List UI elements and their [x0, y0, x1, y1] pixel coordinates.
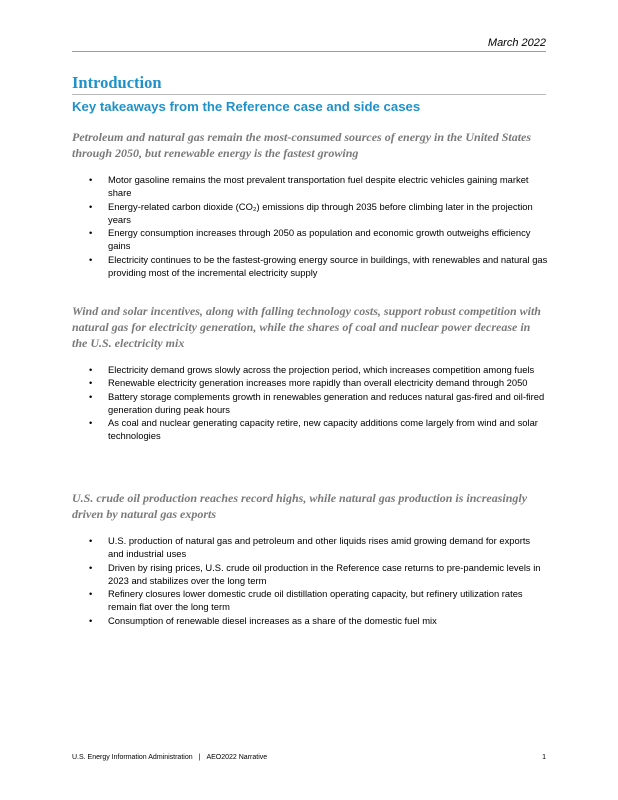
bullet-text: Electricity demand grows slowly across the projection period, which increases competition among fuels — [108, 364, 535, 375]
bullet-text: Renewable electricity generation increases more rapidly than overall electricity demand through 2050 — [108, 377, 528, 389]
footer-document: AEO2022 Narrative — [206, 754, 268, 761]
bullet-icon: • — [89, 561, 93, 573]
list-item — [72, 614, 548, 627]
bullet-text: Refinery closures lower domestic crude oil distillation operating capacity, but refinery utilization rates remain flat over the long term — [108, 588, 523, 613]
key-takeaways-heading: Key takeaways from the Reference case and side cases — [72, 99, 421, 114]
bullet-text: U.S. production of natural gas and petroleum and other liquids rises amid growing demand for exports and industrial uses — [108, 535, 531, 560]
header-date: March 2022 — [487, 37, 546, 49]
section-title: U.S. crude oil production reaches record highs, while natural gas production is increasingly driven by natural gas exports — [72, 491, 528, 521]
section-crude-oil — [72, 490, 548, 627]
bullet-icon: • — [89, 227, 93, 239]
bullet-text: Driven by rising prices, U.S. crude oil production in the Reference case returns to pre-pandemic levels in 2023 and stabilizes over the long term — [108, 561, 541, 586]
bullet-text: Energy consumption increases through 2050 as population and economic growth outweighs efficiency gains — [108, 227, 531, 252]
bullet-text: As coal and nuclear generating capacity retire, new capacity additions come largely from wind and solar technologies — [108, 417, 538, 442]
list-item — [72, 416, 548, 443]
page-number: 1 — [542, 754, 546, 761]
section-petroleum — [72, 129, 548, 279]
bullet-list — [72, 173, 548, 279]
bullet-text: Consumption of renewable diesel increases as a share of the domestic fuel mix — [108, 614, 437, 626]
bullet-icon: • — [89, 377, 93, 389]
bullet-text: Battery storage complements growth in renewables generation and reduces natural gas-fired and oil-fired generation during peak hours — [108, 390, 545, 415]
bullet-icon: • — [89, 200, 93, 212]
list-item — [72, 253, 548, 280]
bullet-icon: • — [89, 588, 93, 600]
footer-organization: U.S. Energy Information Administration — [72, 754, 193, 761]
bullet-icon: • — [89, 253, 93, 265]
header-rule — [72, 51, 546, 52]
section-title: Petroleum and natural gas remain the most-consumed sources of energy in the United States through 2050, but renewable energy is the fastest growing — [72, 130, 532, 160]
list-item — [72, 390, 548, 417]
footer-separator: | — [198, 754, 201, 761]
bullet-list — [72, 534, 548, 627]
title-rule — [72, 94, 546, 95]
footer — [72, 754, 267, 761]
bullet-icon: • — [89, 535, 93, 546]
section-electricity — [72, 303, 548, 443]
bullet-text: Electricity continues to be the fastest-growing energy source in buildings, with renewables and natural gas providing most of the incremental electricity supply — [108, 253, 548, 279]
bullet-icon: • — [89, 417, 93, 429]
list-item — [72, 561, 548, 588]
bullet-icon: • — [89, 614, 93, 626]
bullet-list — [72, 363, 548, 443]
section-title: Wind and solar incentives, along with falling technology costs, support robust competition with natural gas for electricity generation, while the shares of coal and nuclear power decrease in the U.S. electricity mix — [72, 304, 541, 350]
page-title: Introduction — [72, 73, 162, 92]
bullet-icon: • — [89, 174, 93, 185]
bullet-icon: • — [89, 364, 93, 375]
bullet-text: Energy-related carbon dioxide (CO₂) emissions dip through 2035 before climbing later in the projection years — [108, 200, 533, 225]
list-item — [72, 226, 548, 253]
bullet-text: Motor gasoline remains the most prevalent transportation fuel despite electric vehicles gaining market share — [108, 174, 529, 199]
list-item — [72, 587, 548, 614]
list-item — [72, 376, 548, 389]
list-item — [72, 534, 548, 561]
list-item — [72, 200, 548, 227]
list-item — [72, 173, 548, 200]
list-item — [72, 363, 548, 376]
bullet-icon: • — [89, 390, 93, 402]
